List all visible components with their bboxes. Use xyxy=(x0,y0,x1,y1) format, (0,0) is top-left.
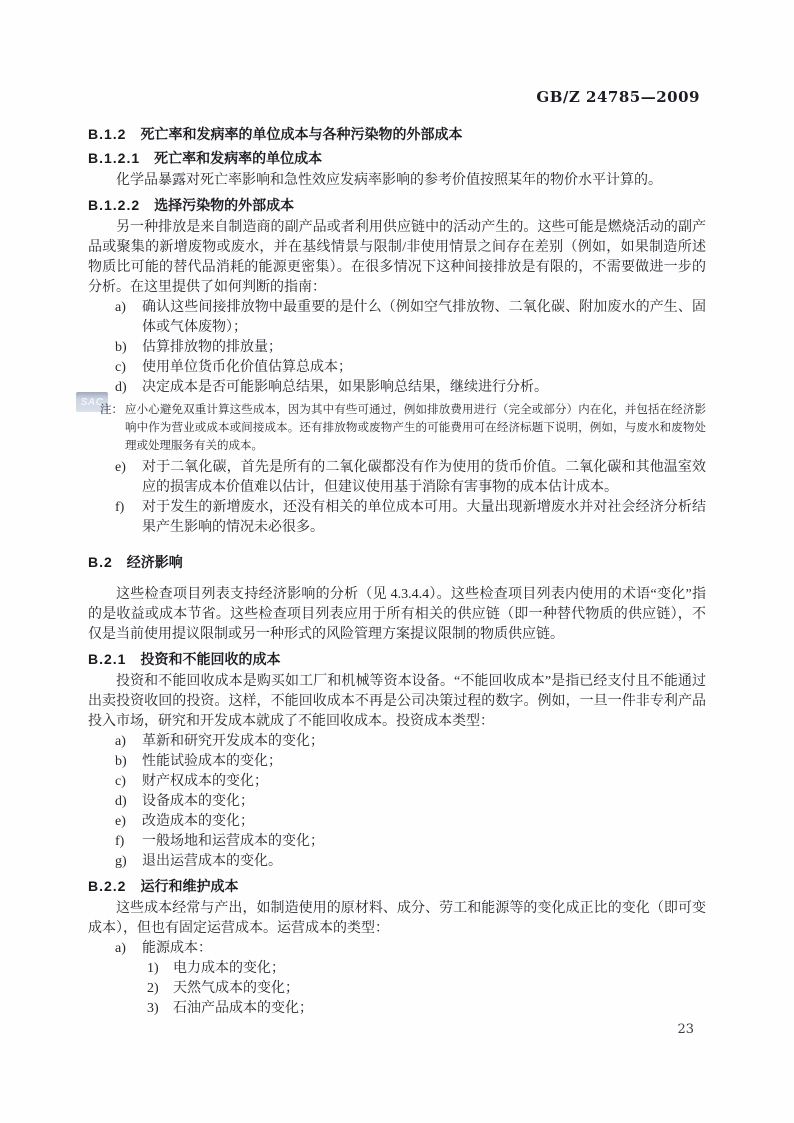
list-item-b xyxy=(88,752,706,772)
clause-heading-b12 xyxy=(88,124,706,144)
list-item-f xyxy=(88,498,706,538)
clause-title: 运行和维护成本 xyxy=(140,878,239,894)
list-item-e xyxy=(88,458,706,498)
clause-number: B.1.2 xyxy=(88,126,127,142)
paragraph: 这些检查项目列表支持经济影响的分析（见 4.3.4.4）。这些检查项目列表内使用的术语“变化”指的是收益或成本节省。这些检查项目列表应用于所有相关的供应链（即一种替代物质的供应链），不仅是当前使用提议限制或另一种形式的风险管理方案提议限制的物质供应链。 xyxy=(88,587,706,642)
sublist-item-label: 3) xyxy=(147,1001,159,1016)
sublist-item-label: 1) xyxy=(147,961,159,976)
clause-title: 死亡率和发病率的单位成本 xyxy=(154,150,323,166)
clause-number: B.2.2 xyxy=(88,878,127,894)
note-text: 应小心避免双重计算这些成本，因为其中有些可通过，例如排放费用进行（完全或部分）内在化，并包括在经济影响中作为营业或成本或间接成本。还有排放物或废物产生的可能费用可在经济标题下说明，例如，与废水和废物处理或处理服务有关的成本。 xyxy=(125,404,706,452)
list-item-text: 使用单位货币化价值估算总成本； xyxy=(142,360,352,375)
sublist-item-1 xyxy=(88,959,706,979)
list-item-e xyxy=(88,812,706,832)
list-item-label: a) xyxy=(115,300,126,315)
clause-number: B.1.2.1 xyxy=(88,150,141,166)
list-item-c xyxy=(88,772,706,792)
list-item-text: 确认这些间接排放物中最重要的是什么（例如空气排放物、二氧化碳、附加废水的产生、固体或气体废物）； xyxy=(142,300,706,335)
list-item-label: c) xyxy=(115,774,126,789)
list-item-label: d) xyxy=(115,794,127,809)
list-item-a xyxy=(88,298,706,338)
clause-heading-b121 xyxy=(88,148,706,168)
standard-code-header: GB/Z 24785—2009 xyxy=(536,88,700,106)
clause-number: B.1.2.2 xyxy=(88,197,141,213)
paragraph: 化学品暴露对死亡率影响和急性效应发病率影响的参考价值按照某年的物价水平计算的。 xyxy=(116,173,662,188)
list-item-label: d) xyxy=(115,380,127,395)
clause-number: B.2 xyxy=(88,554,113,570)
clause-title: 选择污染物的外部成本 xyxy=(154,197,295,213)
sublist-item-text: 天然气成本的变化； xyxy=(173,981,299,996)
list-item-label: g) xyxy=(115,854,127,869)
list-item-text: 决定成本是否可能影响总结果，如果影响总结果，继续进行分析。 xyxy=(142,380,548,395)
clause-heading-b21 xyxy=(88,649,706,669)
document-content xyxy=(88,120,706,1019)
list-item-a xyxy=(88,939,706,959)
list-item-text: 一般场地和运营成本的变化； xyxy=(142,834,324,849)
sublist-item-label: 2) xyxy=(147,981,159,996)
list-item-label: b) xyxy=(115,754,127,769)
sublist-item-3 xyxy=(88,999,706,1019)
list-item-label: a) xyxy=(115,941,126,956)
list-item-text: 改造成本的变化； xyxy=(142,814,254,829)
list-item-d xyxy=(88,378,706,398)
list-item-text: 退出运营成本的变化。 xyxy=(142,854,282,869)
list-item-text: 估算排放物的排放量； xyxy=(142,340,282,355)
list-item-a xyxy=(88,732,706,752)
paragraph: 这些成本经常与产出，如制造使用的原材料、成分、劳工和能源等的变化成正比的变化（即可变成本），但也有固定运营成本。运营成本的类型： xyxy=(88,901,706,936)
list-item-text: 财产权成本的变化； xyxy=(142,774,268,789)
clause-title: 经济影响 xyxy=(126,554,183,570)
list-item-label: c) xyxy=(115,360,126,375)
list-item-label: f) xyxy=(115,500,125,515)
sublist-item-text: 电力成本的变化； xyxy=(173,961,285,976)
clause-heading-b122 xyxy=(88,195,706,215)
list-item-label: a) xyxy=(115,734,126,749)
scan-watermark-badge: SAC xyxy=(76,392,108,412)
list-item-text: 设备成本的变化； xyxy=(142,794,254,809)
list-item-label: f) xyxy=(115,834,125,849)
clause-title: 死亡率和发病率的单位成本与各种污染物的外部成本 xyxy=(140,126,463,142)
sublist-item-2 xyxy=(88,979,706,999)
clause-heading-b22 xyxy=(88,876,706,896)
list-item-c xyxy=(88,358,706,378)
note-block xyxy=(88,401,706,455)
list-item-d xyxy=(88,792,706,812)
note-label: 注： xyxy=(100,404,123,416)
clause-number: B.2.1 xyxy=(88,651,127,667)
list-item-text: 对于二氧化碳，首先是所有的二氧化碳都没有作为使用的货币价值。二氧化碳和其他温室效应的损害成本价值难以估计，但建议使用基于消除有害事物的成本估计成本。 xyxy=(142,460,706,495)
list-item-text: 对于发生的新增废水，还没有相关的单位成本可用。大量出现新增废水并对社会经济分析结果产生影响的情况未必很多。 xyxy=(142,500,706,535)
list-item-label: e) xyxy=(115,460,126,475)
list-item-b xyxy=(88,338,706,358)
clause-title: 投资和不能回收的成本 xyxy=(140,651,281,667)
list-item-label: e) xyxy=(115,814,126,829)
sublist-item-text: 石油产品成本的变化； xyxy=(173,1001,313,1016)
list-item-text: 性能试验成本的变化； xyxy=(142,754,282,769)
list-item-text: 革新和研究开发成本的变化； xyxy=(142,734,324,749)
list-item-text: 能源成本： xyxy=(142,941,212,956)
clause-heading-b2 xyxy=(88,552,706,572)
paragraph: 投资和不能回收成本是购买如工厂和机械等资本设备。“不能回收成本”是指已经支付且不能通过出卖投资收回的投资。这样，不能回收成本不再是公司决策过程的数字。例如，一旦一件非专利产品投入市场，研究和开发成本就成了不能回收成本。投资成本类型： xyxy=(88,674,706,729)
list-item-f xyxy=(88,832,706,852)
page-number: 23 xyxy=(677,1022,694,1037)
list-item-label: b) xyxy=(115,340,127,355)
list-item-g xyxy=(88,852,706,872)
paragraph: 另一种排放是来自制造商的副产品或者利用供应链中的活动产生的。这些可能是燃烧活动的副产品或聚集的新增废物或废水，并在基线情景与限制/非使用情景之间存在差别（例如，如果制造所述物质比可能的替代品消耗的能源更密集）。在很多情况下这种间接排放是有限的，不需要做进一步的分析。在这里提供了如何判断的指南： xyxy=(88,220,706,295)
